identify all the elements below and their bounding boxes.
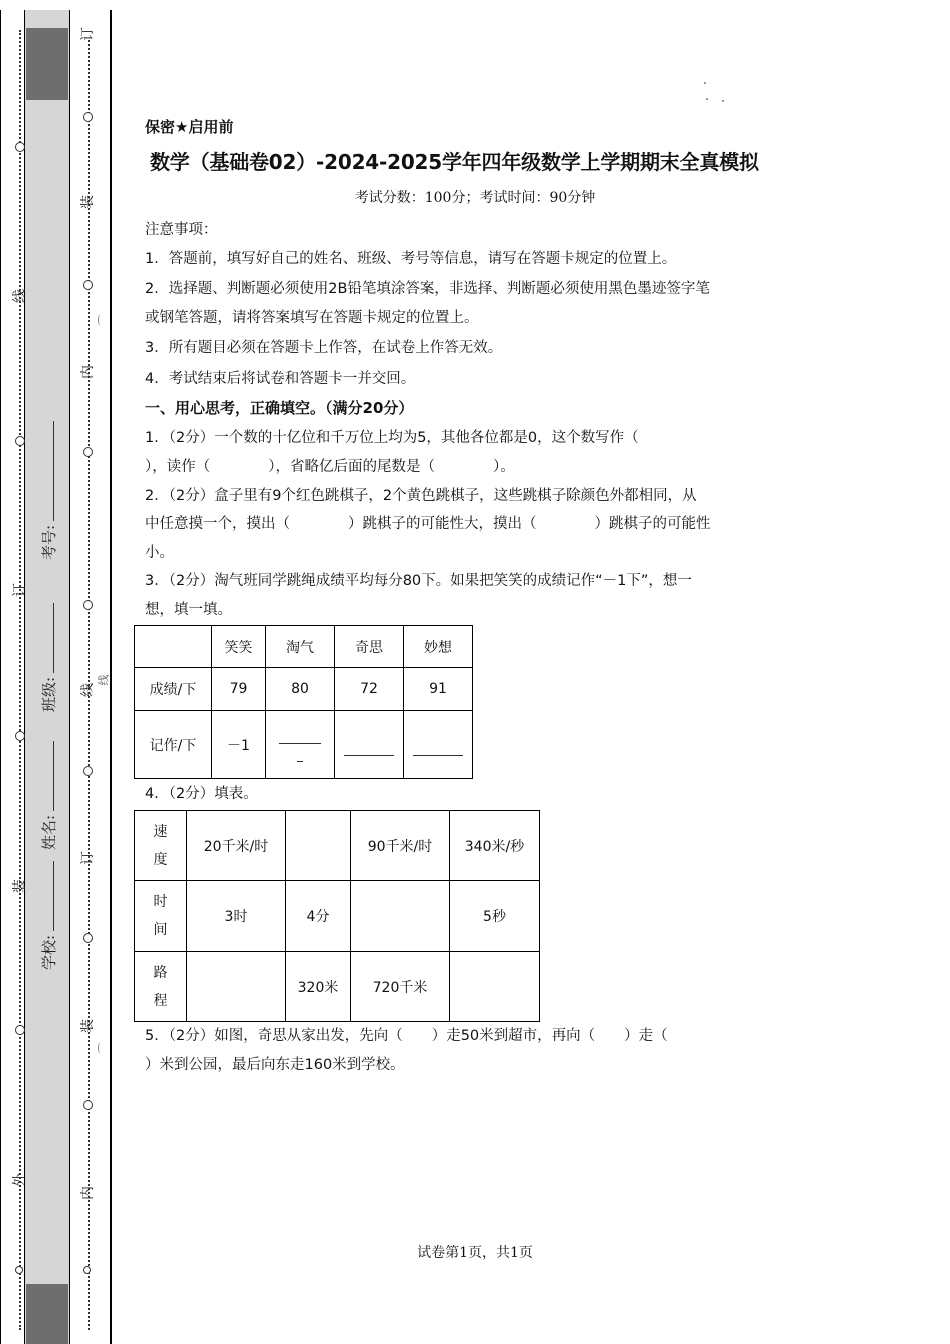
margin-small-mark: ⌒: [97, 1042, 111, 1054]
margin-label: 装: [80, 195, 96, 209]
school-field[interactable]: [38, 861, 59, 970]
table-header-cell: 奇思: [335, 626, 404, 668]
table-cell: 340米/秒: [450, 811, 540, 881]
binding-hole-icon: [15, 142, 25, 152]
binding-hole-icon: [15, 1025, 25, 1035]
answer-blank-cell[interactable]: [404, 711, 473, 779]
table-cell: 720千米: [351, 952, 450, 1022]
margin-dark-block-bottom: [26, 1284, 68, 1344]
question-3-line: 3．（2分）淘气班同学跳绳成绩平均每分80下。如果把笑笑的成绩记作“－1下”，想一: [145, 573, 692, 589]
binding-hole-icon: [15, 1266, 23, 1274]
question-1-line: 1．（2分）一个数的十亿位和千万位上均为5，其他各位都是0，这个数写作（: [145, 430, 639, 446]
table-row-label: 速度: [135, 811, 187, 881]
question-2-line: 2．（2分）盒子里有9个红色跳棋子，2个黄色跳棋子，这些跳棋子除颜色外都相同，从: [145, 488, 697, 504]
binding-hole-icon: [83, 1100, 93, 1110]
exam-number-field[interactable]: [38, 421, 59, 560]
table-cell: [135, 626, 212, 668]
question-5-line: 5．（2分）如图，奇思从家出发，先向（ ）走50米到超市，再向（ ）走（: [145, 1028, 668, 1044]
note-item: 1．答题前，填写好自己的姓名、班级、考号等信息，请写在答题卡规定的位置上。: [145, 251, 677, 267]
field-label: 学校:: [40, 934, 58, 970]
score-table: [134, 625, 473, 779]
table-cell: 4分: [286, 881, 351, 952]
table-row-label: 成绩/下: [135, 668, 212, 711]
exam-info: 考试分数：100分；考试时间：90分钟: [354, 190, 596, 206]
margin-label: 线: [12, 289, 28, 303]
question-5-line: ）米到公园，最后向东走160米到学校。: [145, 1057, 405, 1073]
table-cell: 72: [335, 668, 404, 711]
answer-blank-cell[interactable]: [266, 711, 335, 779]
scan-speck: [704, 82, 706, 84]
table-cell: 90千米/时: [351, 811, 450, 881]
binding-hole-icon: [15, 436, 25, 446]
margin-outer-line: [0, 10, 1, 1344]
note-item: 3．所有题目必须在答题卡上作答，在试卷上作答无效。: [145, 340, 503, 356]
table-header-cell: 笑笑: [212, 626, 266, 668]
question-2-line: 中任意摸一个，摸出（ ）跳棋子的可能性大，摸出（ ）跳棋子的可能性: [145, 516, 711, 532]
note-item: 4．考试结束后将试卷和答题卡一并交回。: [145, 371, 416, 387]
table-row-label: 记作/下: [135, 711, 212, 779]
name-field[interactable]: [38, 741, 59, 850]
table-cell: 3时: [187, 881, 286, 952]
margin-label: 内: [80, 365, 96, 379]
binding-hole-icon: [83, 447, 93, 457]
scan-speck: [706, 98, 708, 100]
field-label: 班级:: [40, 676, 58, 712]
margin-label: 订: [12, 583, 28, 597]
field-label: 姓名:: [40, 814, 58, 850]
binding-hole-icon: [83, 600, 93, 610]
margin-label: 线: [80, 683, 96, 697]
margin-label: 内: [80, 1186, 96, 1200]
table-cell: 79: [212, 668, 266, 711]
table-row-label: 路程: [135, 952, 187, 1022]
table-header-cell: 妙想: [404, 626, 473, 668]
binding-hole-icon: [15, 731, 25, 741]
margin-label: 外: [12, 1173, 28, 1187]
scan-speck: [722, 100, 724, 102]
question-2-line: 小。: [145, 545, 174, 561]
class-field[interactable]: [38, 603, 59, 712]
question-4-line: 4．（2分）填表。: [145, 786, 258, 802]
table-cell[interactable]: [351, 881, 450, 952]
notes-heading: 注意事项：: [145, 222, 218, 238]
table-cell: 80: [266, 668, 335, 711]
margin-label-small: 线: [97, 674, 111, 686]
field-label: 考号:: [40, 524, 58, 560]
blank-mark: _: [297, 748, 303, 762]
binding-hole-icon: [83, 280, 93, 290]
margin-label: 装: [80, 1019, 96, 1033]
confidential-label: 保密★启用前: [145, 118, 234, 136]
speed-table: [134, 810, 540, 1022]
table-header-cell: 淘气: [266, 626, 335, 668]
answer-blank-cell[interactable]: [335, 711, 404, 779]
table-row-label: 时间: [135, 881, 187, 952]
note-item: 2．选择题、判断题必须使用2B铅笔填涂答案，非选择、判断题必须使用黑色墨迹签字笔: [145, 281, 710, 297]
margin-dark-block-top: [26, 28, 68, 100]
page-footer: 试卷第1页，共1页: [417, 1245, 533, 1261]
inner-dotted-line: [19, 30, 21, 1330]
margin-small-mark: ⌒: [97, 314, 111, 326]
table-cell: 320米: [286, 952, 351, 1022]
table-cell: －1: [212, 711, 266, 779]
table-cell: 20千米/时: [187, 811, 286, 881]
section-heading: 一、用心思考，正确填空。（满分20分）: [145, 399, 414, 417]
binding-hole-icon: [83, 933, 93, 943]
binding-hole-icon: [83, 766, 93, 776]
margin-label: 订: [80, 851, 96, 865]
margin-label: 订: [80, 27, 96, 41]
question-3-line: 想，填一填。: [145, 602, 232, 618]
binding-hole-icon: [83, 1266, 91, 1274]
binding-hole-icon: [83, 112, 93, 122]
table-cell[interactable]: [450, 952, 540, 1022]
table-cell[interactable]: [286, 811, 351, 881]
margin-label: 装: [12, 879, 28, 893]
table-cell: 91: [404, 668, 473, 711]
question-1-line: ），读作（ ），省略亿后面的尾数是（ ）。: [145, 459, 515, 475]
page-title: 数学（基础卷02）-2024-2025学年四年级数学上学期期末全真模拟: [150, 150, 759, 174]
table-cell: 5秒: [450, 881, 540, 952]
table-cell[interactable]: [187, 952, 286, 1022]
note-item: 或钢笔答题，请将答案填写在答题卡规定的位置上。: [145, 310, 479, 326]
